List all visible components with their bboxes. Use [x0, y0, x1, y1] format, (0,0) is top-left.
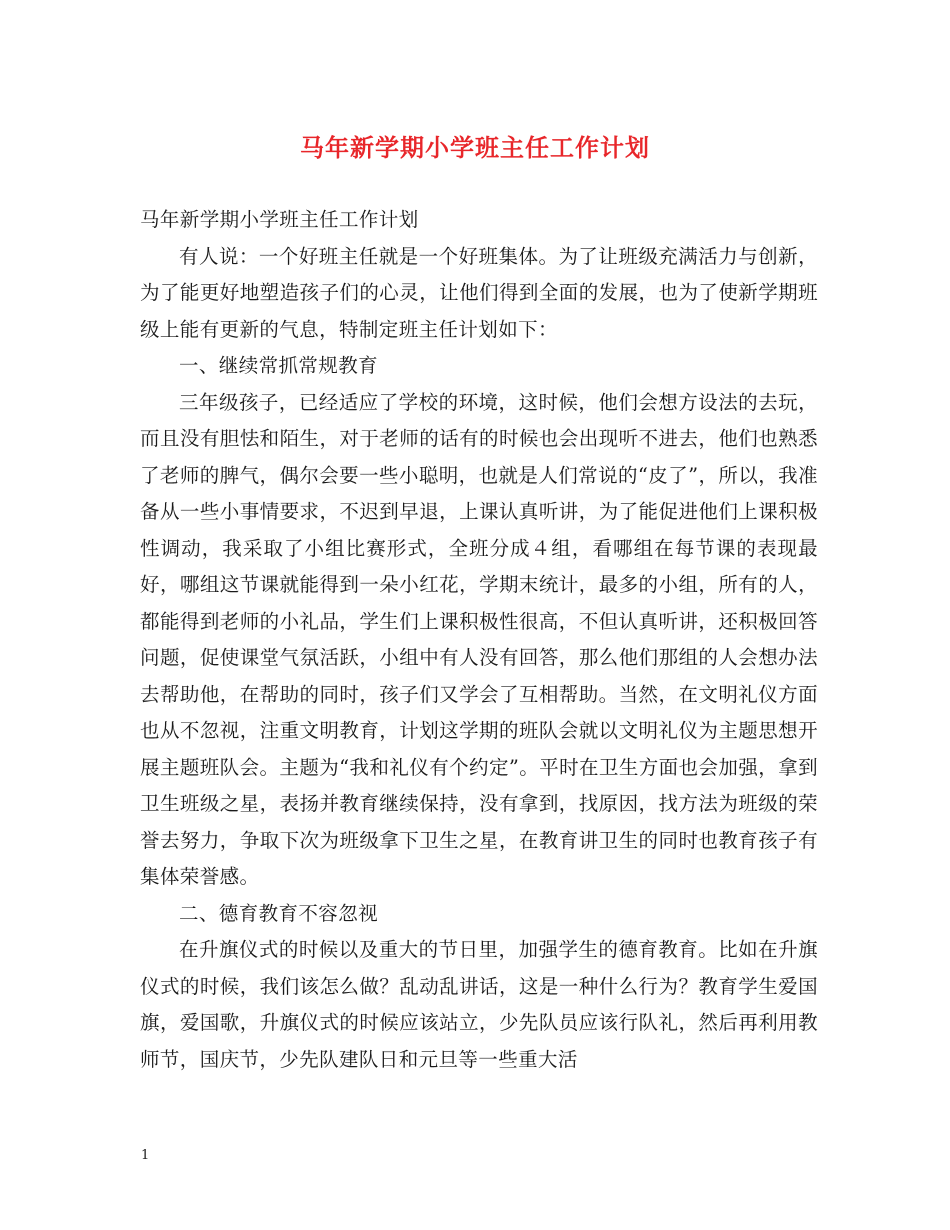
paragraph-intro: 有人说：一个好班主任就是一个好班集体。为了让班级充满活力与创新，为了能更好地塑造孩子们的心灵，让他们得到全面的发展，也为了使新学期班级上能有更新的气息，特制定班主任计划如下： — [140, 244, 818, 341]
paragraph-moral-education: 在升旗仪式的时候以及重大的节日里，加强学生的德育教育。比如在升旗仪式的时候，我们该怎么做？乱动乱讲话，这是一种什么行为？教育学生爱国旗，爱国歌，升旗仪式的时候应该站立，少先队员应该行队礼，然后再利用教师节，国庆节，少先队建队日和元旦等一些重大活 — [140, 938, 818, 1071]
document-body — [140, 202, 818, 1078]
page-number: 1 — [141, 1148, 150, 1163]
section-heading-routine-education: 一、继续常抓常规教育 — [179, 354, 379, 377]
section-heading-moral-education: 二、德育教育不容忽视 — [179, 901, 379, 925]
paragraph-subtitle: 马年新学期小学班主任工作计划 — [140, 208, 419, 231]
document-title: 马年新学期小学班主任工作计划 — [300, 133, 650, 162]
paragraph-routine-education: 三年级孩子，已经适应了学校的环境，这时候，他们会想方设法的去玩，而且没有胆怯和陌生，对于老师的话有的时候也会出现听不进去，他们也熟悉了老师的脾气，偶尔会要一些小聪明，也就是人们常说的“皮了”，所以，我准备从一些小事情要求，不迟到早退，上课认真听讲，为了能促进他们上课积极性调动，我采取了小组比赛形式，全班分成４组，看哪组在每节课的表现最好，哪组这节课就能得到一朵小红花，学期末统计，最多的小组，所有的人，都能得到老师的小礼品，学生们上课积极性很高，不但认真听讲，还积极回答问题，促使课堂气氛活跃，小组中有人没有回答，那么他们那组的人会想办法去帮助他，在帮助的同时，孩子们又学会了互相帮助。当然，在文明礼仪方面也从不忽视，注重文明教育，计划这学期的班队会就以文明礼仪为主题思想开展主题班队会。主题为“我和礼仪有个约定”。平时在卫生方面也会加强，拿到卫生班级之星，表扬并教育继续保持，没有拿到，找原因，找方法为班级的荣誉去努力，争取下次为班级拿下卫生之星，在教育讲卫生的同时也教育孩子有集体荣誉感。 — [140, 390, 818, 888]
